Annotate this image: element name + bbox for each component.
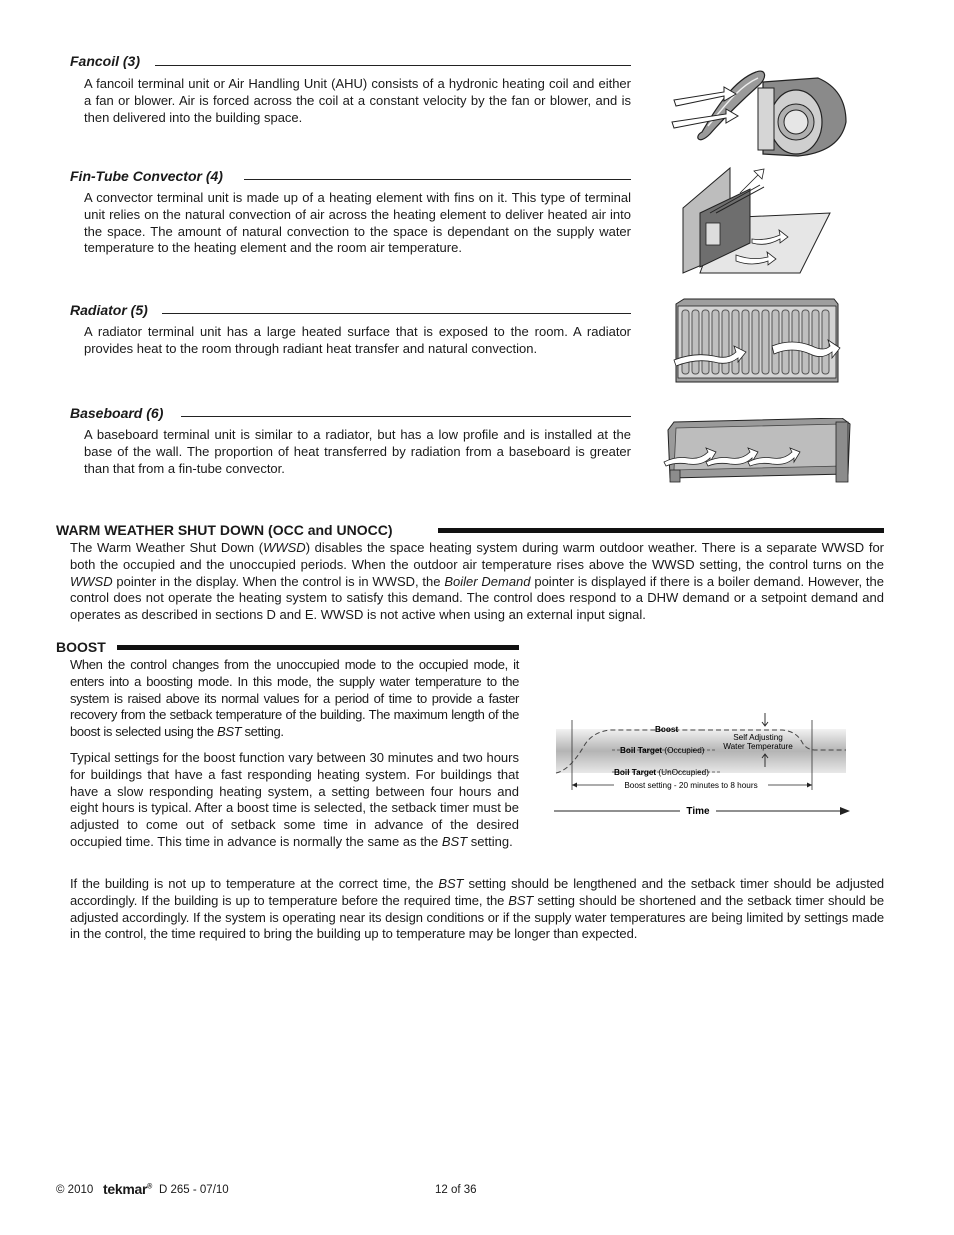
boost-diagram (550, 712, 855, 820)
fintube-heading: Fin-Tube Convector (4) (70, 168, 223, 184)
fintube-text: A convector terminal unit is made up of a heating element with fins on it. This type of terminal unit relies on the natural convection of air across the heating element to deliver heated air into the space. The amount of natural convection to the space is dependant on the supply water temperature to the heating element and the room air temperature. (84, 190, 631, 256)
baseboard-heading: Baseboard (6) (70, 405, 164, 421)
time-arrow-icon (840, 807, 850, 815)
boost-setting-label: Boost setting - 20 minutes to 8 hours (624, 781, 758, 790)
footer-doc-number: D 265 - 07/10 (159, 1184, 229, 1196)
baseboard-illustration (660, 418, 852, 484)
footer-page-number: 12 of 36 (435, 1184, 477, 1196)
fintube-rule (244, 179, 631, 180)
boost-label: Boost (655, 725, 679, 734)
arrow-right-icon (807, 783, 812, 788)
boil-target-unoccupied: Boil Target (UnOccupied) (614, 768, 709, 777)
wwsd-rule (438, 528, 884, 533)
wwsd-text: The Warm Weather Shut Down (WWSD) disables the space heating system during warm outdoor weather. There is a separate WWSD for both the occupied and the unoccupied periods. When the outdoor air temperature rises above the WWSD setting, the control turns on the WWSD pointer in the display. When the control is in WWSD, the Boiler Demand pointer is displayed if there is a boiler demand. However, the control does not operate the heating system to satisfy this demand. The control does respond to a DHW demand or a setpoint demand and operates as described in sections D and E. WWSD is not active when using an external input signal. (70, 540, 885, 623)
boost-paragraph-2: Typical settings for the boost function vary between 30 minutes and two hours for buildings that have a fast responding heating system. For buildings that have a slow responding heating system, a setting between four hours and eight hours is typical. After a boost time is selected, the setback timer must be adjusted to come out of setback some time in advance of the desired occupied time. This time in advance is normally the same as the BST setting. (70, 750, 519, 849)
arrow-down-icon (762, 713, 768, 726)
wwsd-heading: WARM WEATHER SHUT DOWN (OCC and UNOCC) (56, 522, 393, 538)
boost-paragraph-3: If the building is not up to temperature at the correct time, the BST setting should be lengthened and the setback timer should be adjusted accordingly. If the building is up to temperature before the required time, the BST setting should be shortened and the setback timer should be adjusted accordingly. If the system is operating near its design conditions or if the supply water temperatures are being limited by settings made in the control, the time required to bring the building up to temperature may be longer than expected. (70, 876, 884, 942)
radiator-text: A radiator terminal unit has a large heated surface that is exposed to the room. A radiator provides heat to the room through radiant heat transfer and natural convection. (84, 324, 631, 356)
arrow-left-icon (572, 783, 577, 788)
fancoil-heading: Fancoil (3) (70, 53, 141, 69)
self-adjusting-label-1: Self Adjusting (733, 733, 783, 742)
radiator-illustration (672, 298, 842, 386)
fancoil-rule (155, 65, 631, 66)
fancoil-illustration (668, 60, 858, 160)
boil-target-occupied: Boil Target (Occupied) (620, 746, 705, 755)
footer-copyright: © 2010 (56, 1184, 94, 1196)
baseboard-text: A baseboard terminal unit is similar to a radiator, but has a low profile and is installed at the base of the wall. The proportion of heat transferred by radiation from a baseboard is greater than that from a fin-tube convector. (84, 427, 631, 476)
baseboard-rule (181, 416, 631, 417)
fintube-illustration (680, 163, 835, 278)
boost-heading: BOOST (56, 639, 106, 655)
fancoil-text: A fancoil terminal unit or Air Handling Unit (AHU) consists of a hydronic heating coil and either a fan or blower. Air is forced across the coil at a constant velocity by the fan or blower, and is then delivered into the building space. (84, 76, 631, 125)
time-label: Time (686, 806, 710, 817)
radiator-heading: Radiator (5) (70, 302, 148, 318)
boost-rule (117, 645, 519, 650)
tekmar-logo: tekmar® (103, 1181, 152, 1197)
radiator-rule (162, 313, 631, 314)
boost-paragraph-1: When the control changes from the unoccupied mode to the occupied mode, it enters into a boosting mode. In this mode, the supply water temperature to the system is raised above its normal values for a period of time to provide a faster recovery from the setback temperature of the building. The maximum length of the boost is selected using the BST setting. (70, 657, 519, 740)
self-adjusting-label-2: Water Temperature (723, 742, 793, 751)
